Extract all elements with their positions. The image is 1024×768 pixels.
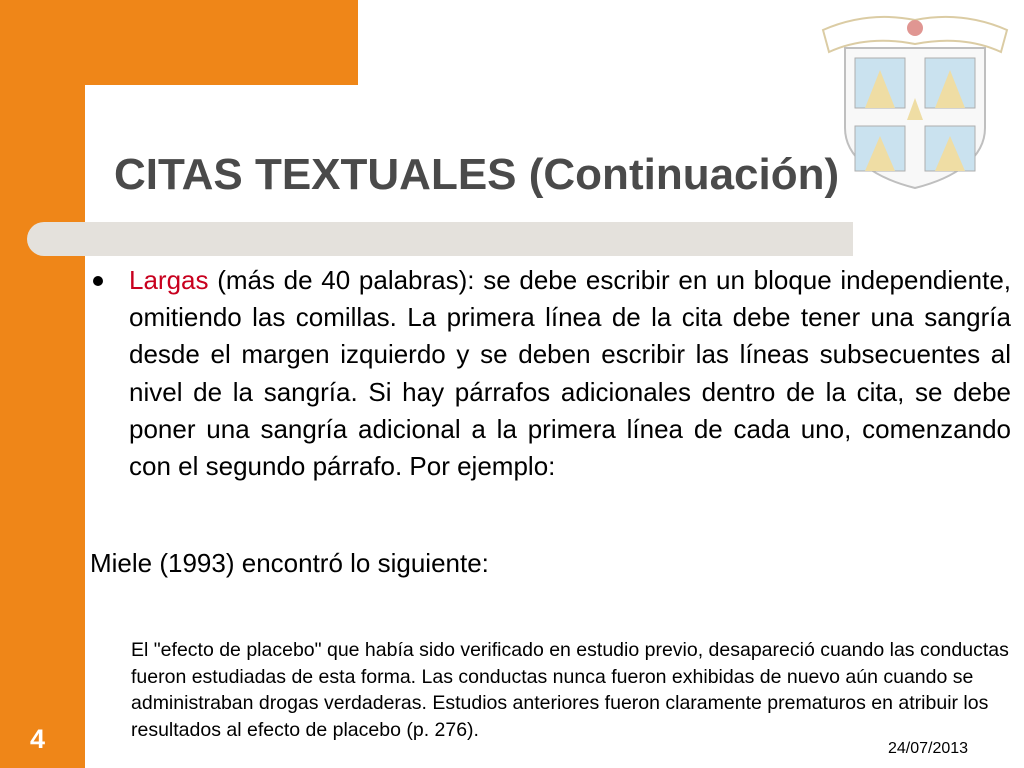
highlight-term: Largas: [129, 265, 209, 295]
bullet-point: [93, 276, 103, 286]
quote-intro: Miele (1993) encontró lo siguiente:: [90, 548, 489, 578]
university-crest-logo: [815, 8, 1015, 193]
bullet-body: (más de 40 palabras): se debe escribir en un bloque independiente, omitiendo las comillas. La primera línea de la cita debe tener una sangría desde el margen izquierdo y se deben escribir las líneas subsecuentes al nivel de la sangría. Si hay párrafos adicionales dentro de la cita, se debe poner una sangría adicional a la primera línea de cada uno, comenzando con el segundo párrafo. Por ejemplo:: [129, 265, 1011, 482]
slide-number: 4: [30, 724, 46, 754]
slide-title: CITAS TEXTUALES (Continuación): [114, 150, 840, 199]
bullet-text: [129, 262, 1011, 485]
slide-date: 24/07/2013: [888, 740, 969, 757]
orange-frame-left: [0, 0, 85, 768]
block-quote: El "efecto de placebo" que había sido verificado en estudio previo, desapareció cuando las conductas fueron estudiadas de esta forma. Las conductas nunca fueron exhibidas de nuevo aún cuando se administraban drogas verdaderas. Estudios anteriores fueron claramente prematuros en atribuir los resultados al efecto de placebo (p. 276).: [131, 639, 1009, 741]
orange-frame-top: [0, 0, 358, 85]
title-underline-bar: [27, 222, 853, 256]
